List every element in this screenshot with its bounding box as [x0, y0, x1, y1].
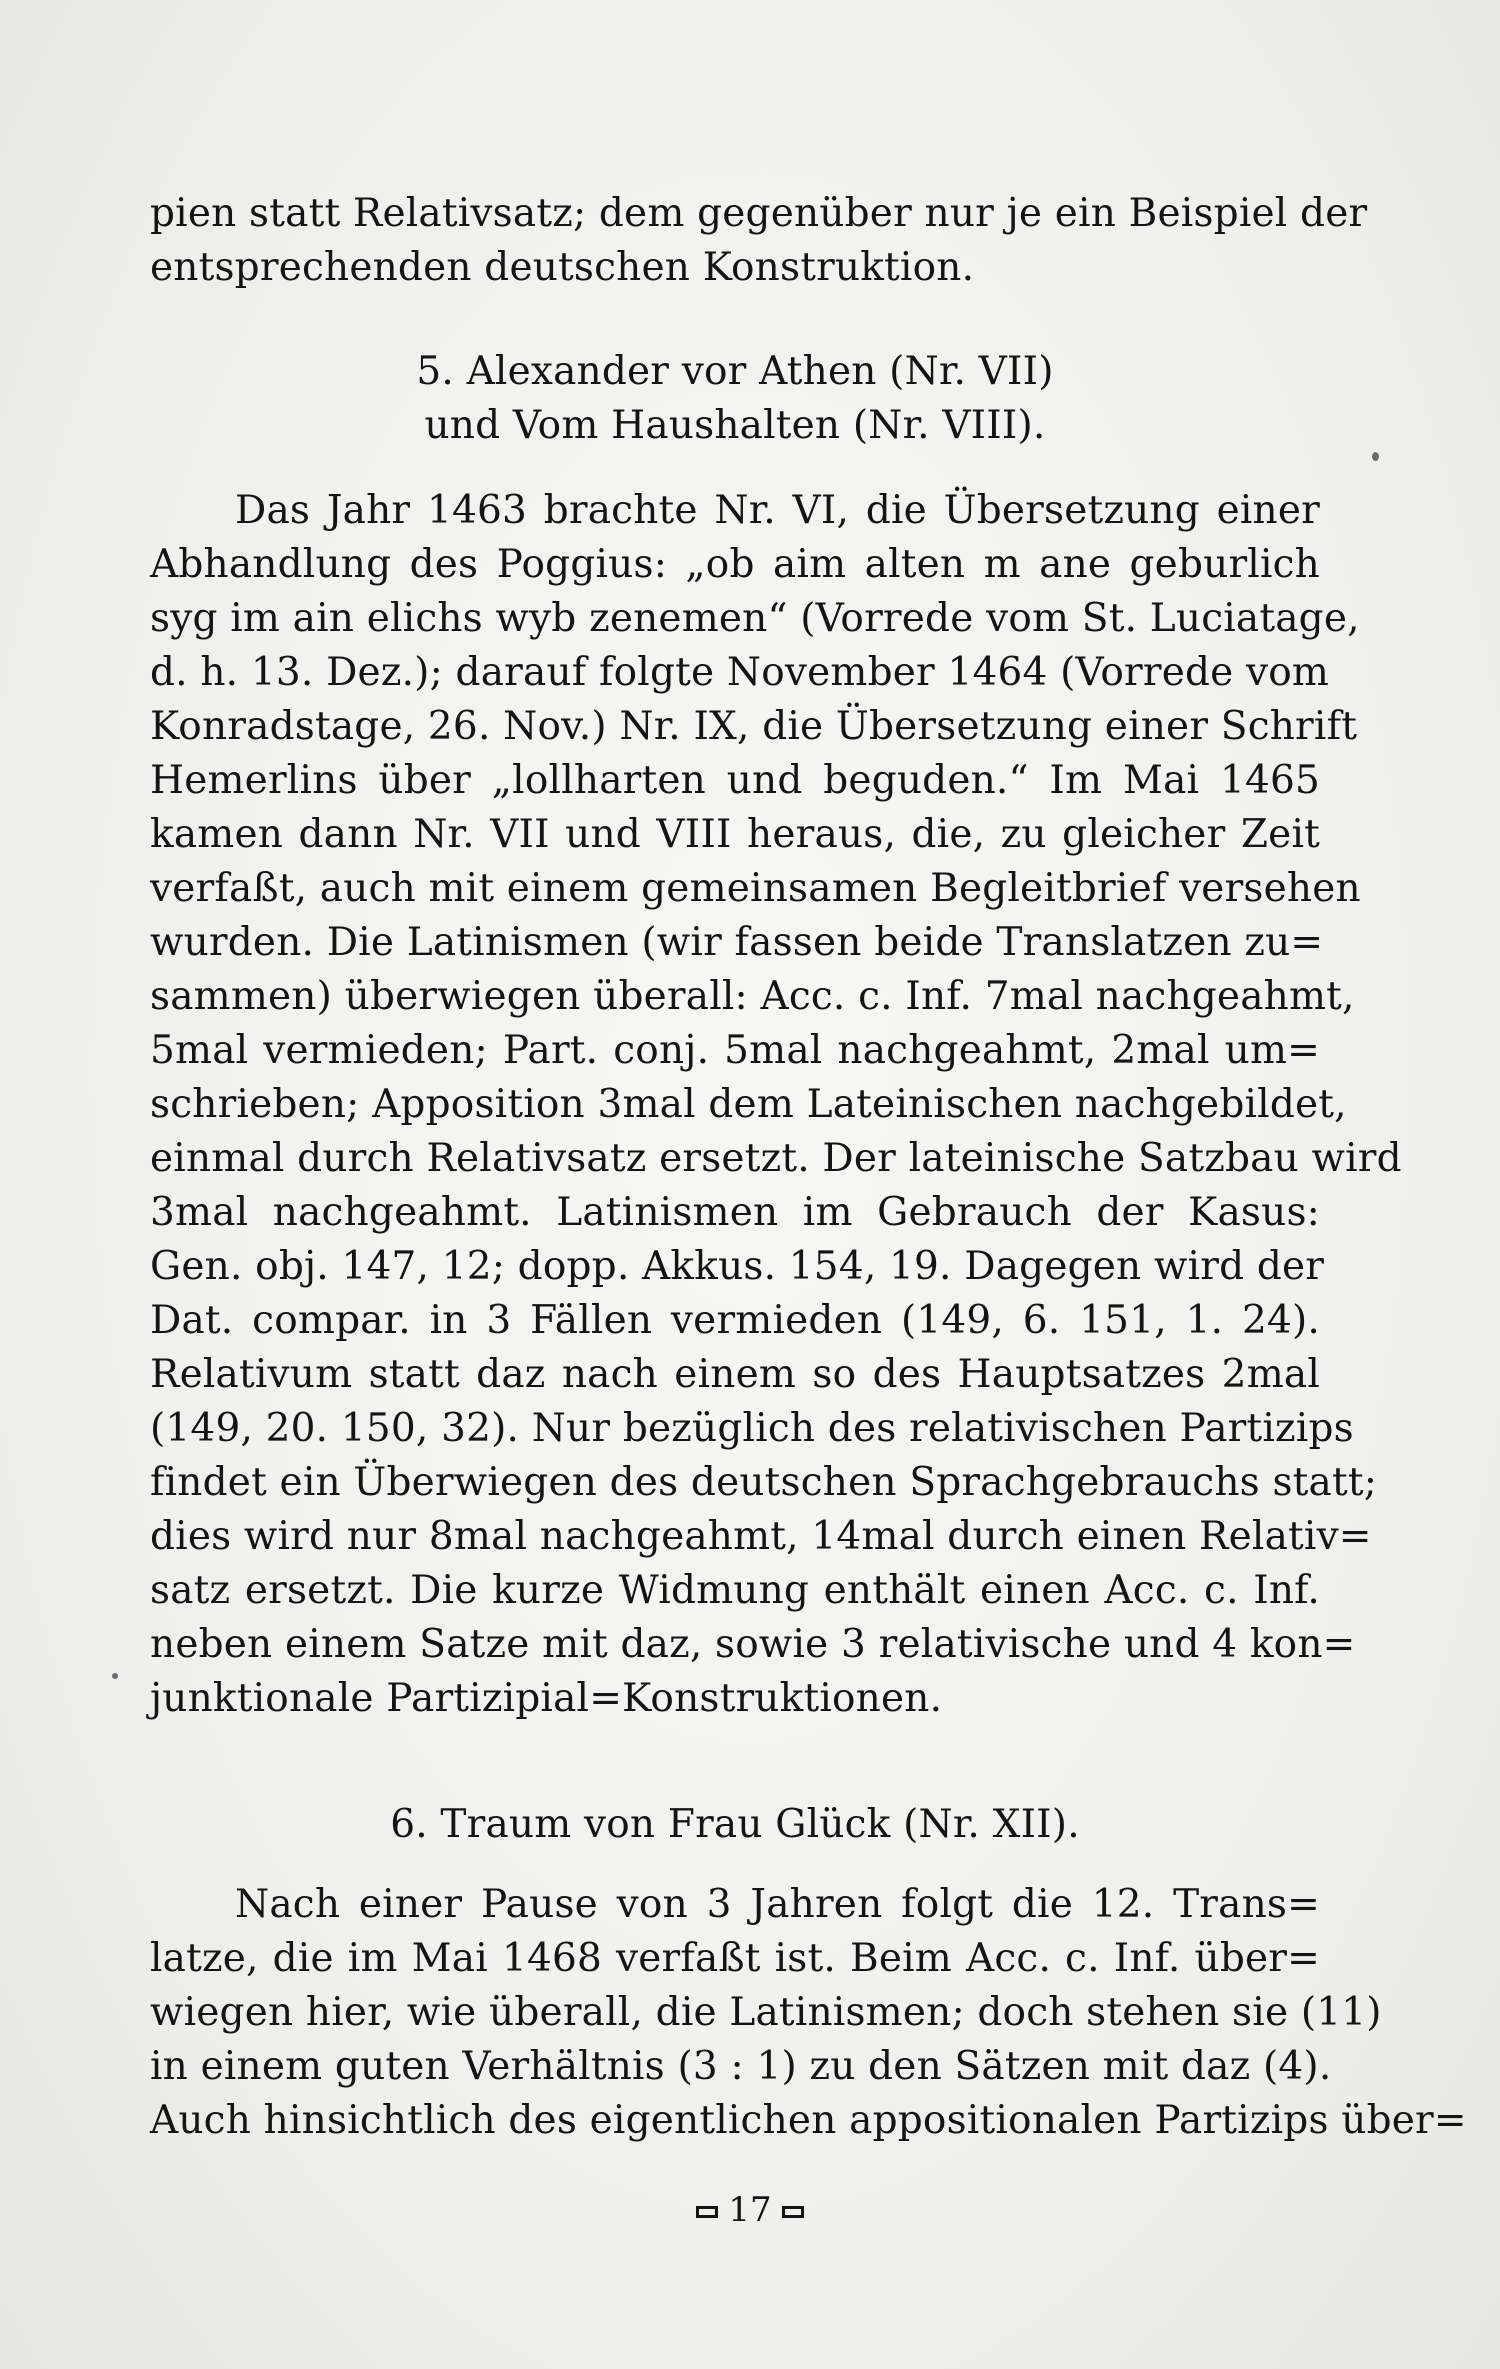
text-line: Das Jahr 1463 brachte Nr. VI, die Übersetzung einer — [235, 488, 1320, 533]
section-heading-5 — [150, 345, 1320, 453]
heading-line: und Vom Haushalten (Nr. VIII). — [424, 403, 1046, 448]
text-line: findet ein Überwiegen des deutschen Sprachgebrauchs statt; — [150, 1460, 1378, 1505]
page-footer — [0, 2190, 1500, 2230]
scan-speck — [1372, 452, 1379, 461]
text-line: 5mal vermieden; Part. conj. 5mal nachgeahmt, 2mal um= — [150, 1028, 1320, 1073]
text-line: entsprechenden deutschen Konstruktion. — [150, 245, 975, 290]
text-line: latze, die im Mai 1468 verfaßt ist. Beim Acc. c. Inf. über= — [150, 1936, 1320, 1981]
text-line: neben einem Satze mit daz, sowie 3 relativische und 4 kon= — [150, 1622, 1356, 1667]
text-line: dies wird nur 8mal nachgeahmt, 14mal durch einen Relativ= — [150, 1514, 1372, 1559]
scan-speck — [112, 1673, 118, 1679]
text-line: 3mal nachgeahmt. Latinismen im Gebrauch der Kasus: — [150, 1190, 1320, 1235]
ornament-left-icon — [696, 2206, 718, 2218]
paragraph-section-5 — [150, 484, 1402, 1726]
text-line: Auch hinsichtlich des eigentlichen appositionalen Partizips über= — [150, 2098, 1467, 2143]
text-line: d. h. 13. Dez.); darauf folgte November 1464 (Vorrede vom — [150, 650, 1330, 695]
page-number: 17 — [728, 2190, 772, 2230]
text-line: Abhandlung des Poggius: „ob aim alten m ane geburlich — [150, 542, 1320, 587]
paragraph-section-6 — [150, 1878, 1467, 2148]
text-line: Konradstage, 26. Nov.) Nr. IX, die Übersetzung einer Schrift — [150, 704, 1358, 749]
text-line: verfaßt, auch mit einem gemeinsamen Begleitbrief versehen — [150, 866, 1361, 911]
text-line: schrieben; Apposition 3mal dem Lateinischen nachgebildet, — [150, 1082, 1347, 1127]
text-line: (149, 20. 150, 32). Nur bezüglich des relativischen Partizips — [150, 1406, 1354, 1451]
paragraph-continuation — [150, 187, 1368, 295]
text-line: syg im ain elichs wyb zenemen“ (Vorrede vom St. Luciatage, — [150, 596, 1360, 641]
heading-line: 6. Traum von Frau Glück (Nr. XII). — [390, 1802, 1080, 1847]
heading-line: 5. Alexander vor Athen (Nr. VII) — [416, 349, 1054, 394]
text-line: sammen) überwiegen überall: Acc. c. Inf. 7mal nachgeahmt, — [150, 974, 1355, 1019]
text-line: Dat. compar. in 3 Fällen vermieden (149, 6. 151, 1. 24). — [150, 1298, 1320, 1343]
text-line: in einem guten Verhältnis (3 : 1) zu den Sätzen mit daz (4). — [150, 2044, 1332, 2089]
text-line: wurden. Die Latinismen (wir fassen beide Translatzen zu= — [150, 920, 1324, 965]
section-heading-6 — [150, 1798, 1320, 1852]
text-line: junktionale Partizipial=Konstruktionen. — [150, 1676, 943, 1721]
text-line: Nach einer Pause von 3 Jahren folgt die 12. Trans= — [235, 1882, 1320, 1927]
text-line: satz ersetzt. Die kurze Widmung enthält einen Acc. c. Inf. — [150, 1568, 1320, 1613]
text-line: einmal durch Relativsatz ersetzt. Der lateinische Satzbau wird — [150, 1136, 1402, 1181]
text-line: Gen. obj. 147, 12; dopp. Akkus. 154, 19. Dagegen wird der — [150, 1244, 1325, 1289]
text-line: pien statt Relativsatz; dem gegenüber nur je ein Beispiel der — [150, 191, 1368, 236]
text-line: wiegen hier, wie überall, die Latinismen; doch stehen sie (11) — [150, 1990, 1382, 2035]
text-line: Hemerlins über „lollharten und beguden.“ Im Mai 1465 — [150, 758, 1320, 803]
text-line: Relativum statt daz nach einem so des Hauptsatzes 2mal — [150, 1352, 1320, 1397]
ornament-right-icon — [782, 2206, 804, 2218]
text-line: kamen dann Nr. VII und VIII heraus, die, zu gleicher Zeit — [150, 812, 1320, 857]
